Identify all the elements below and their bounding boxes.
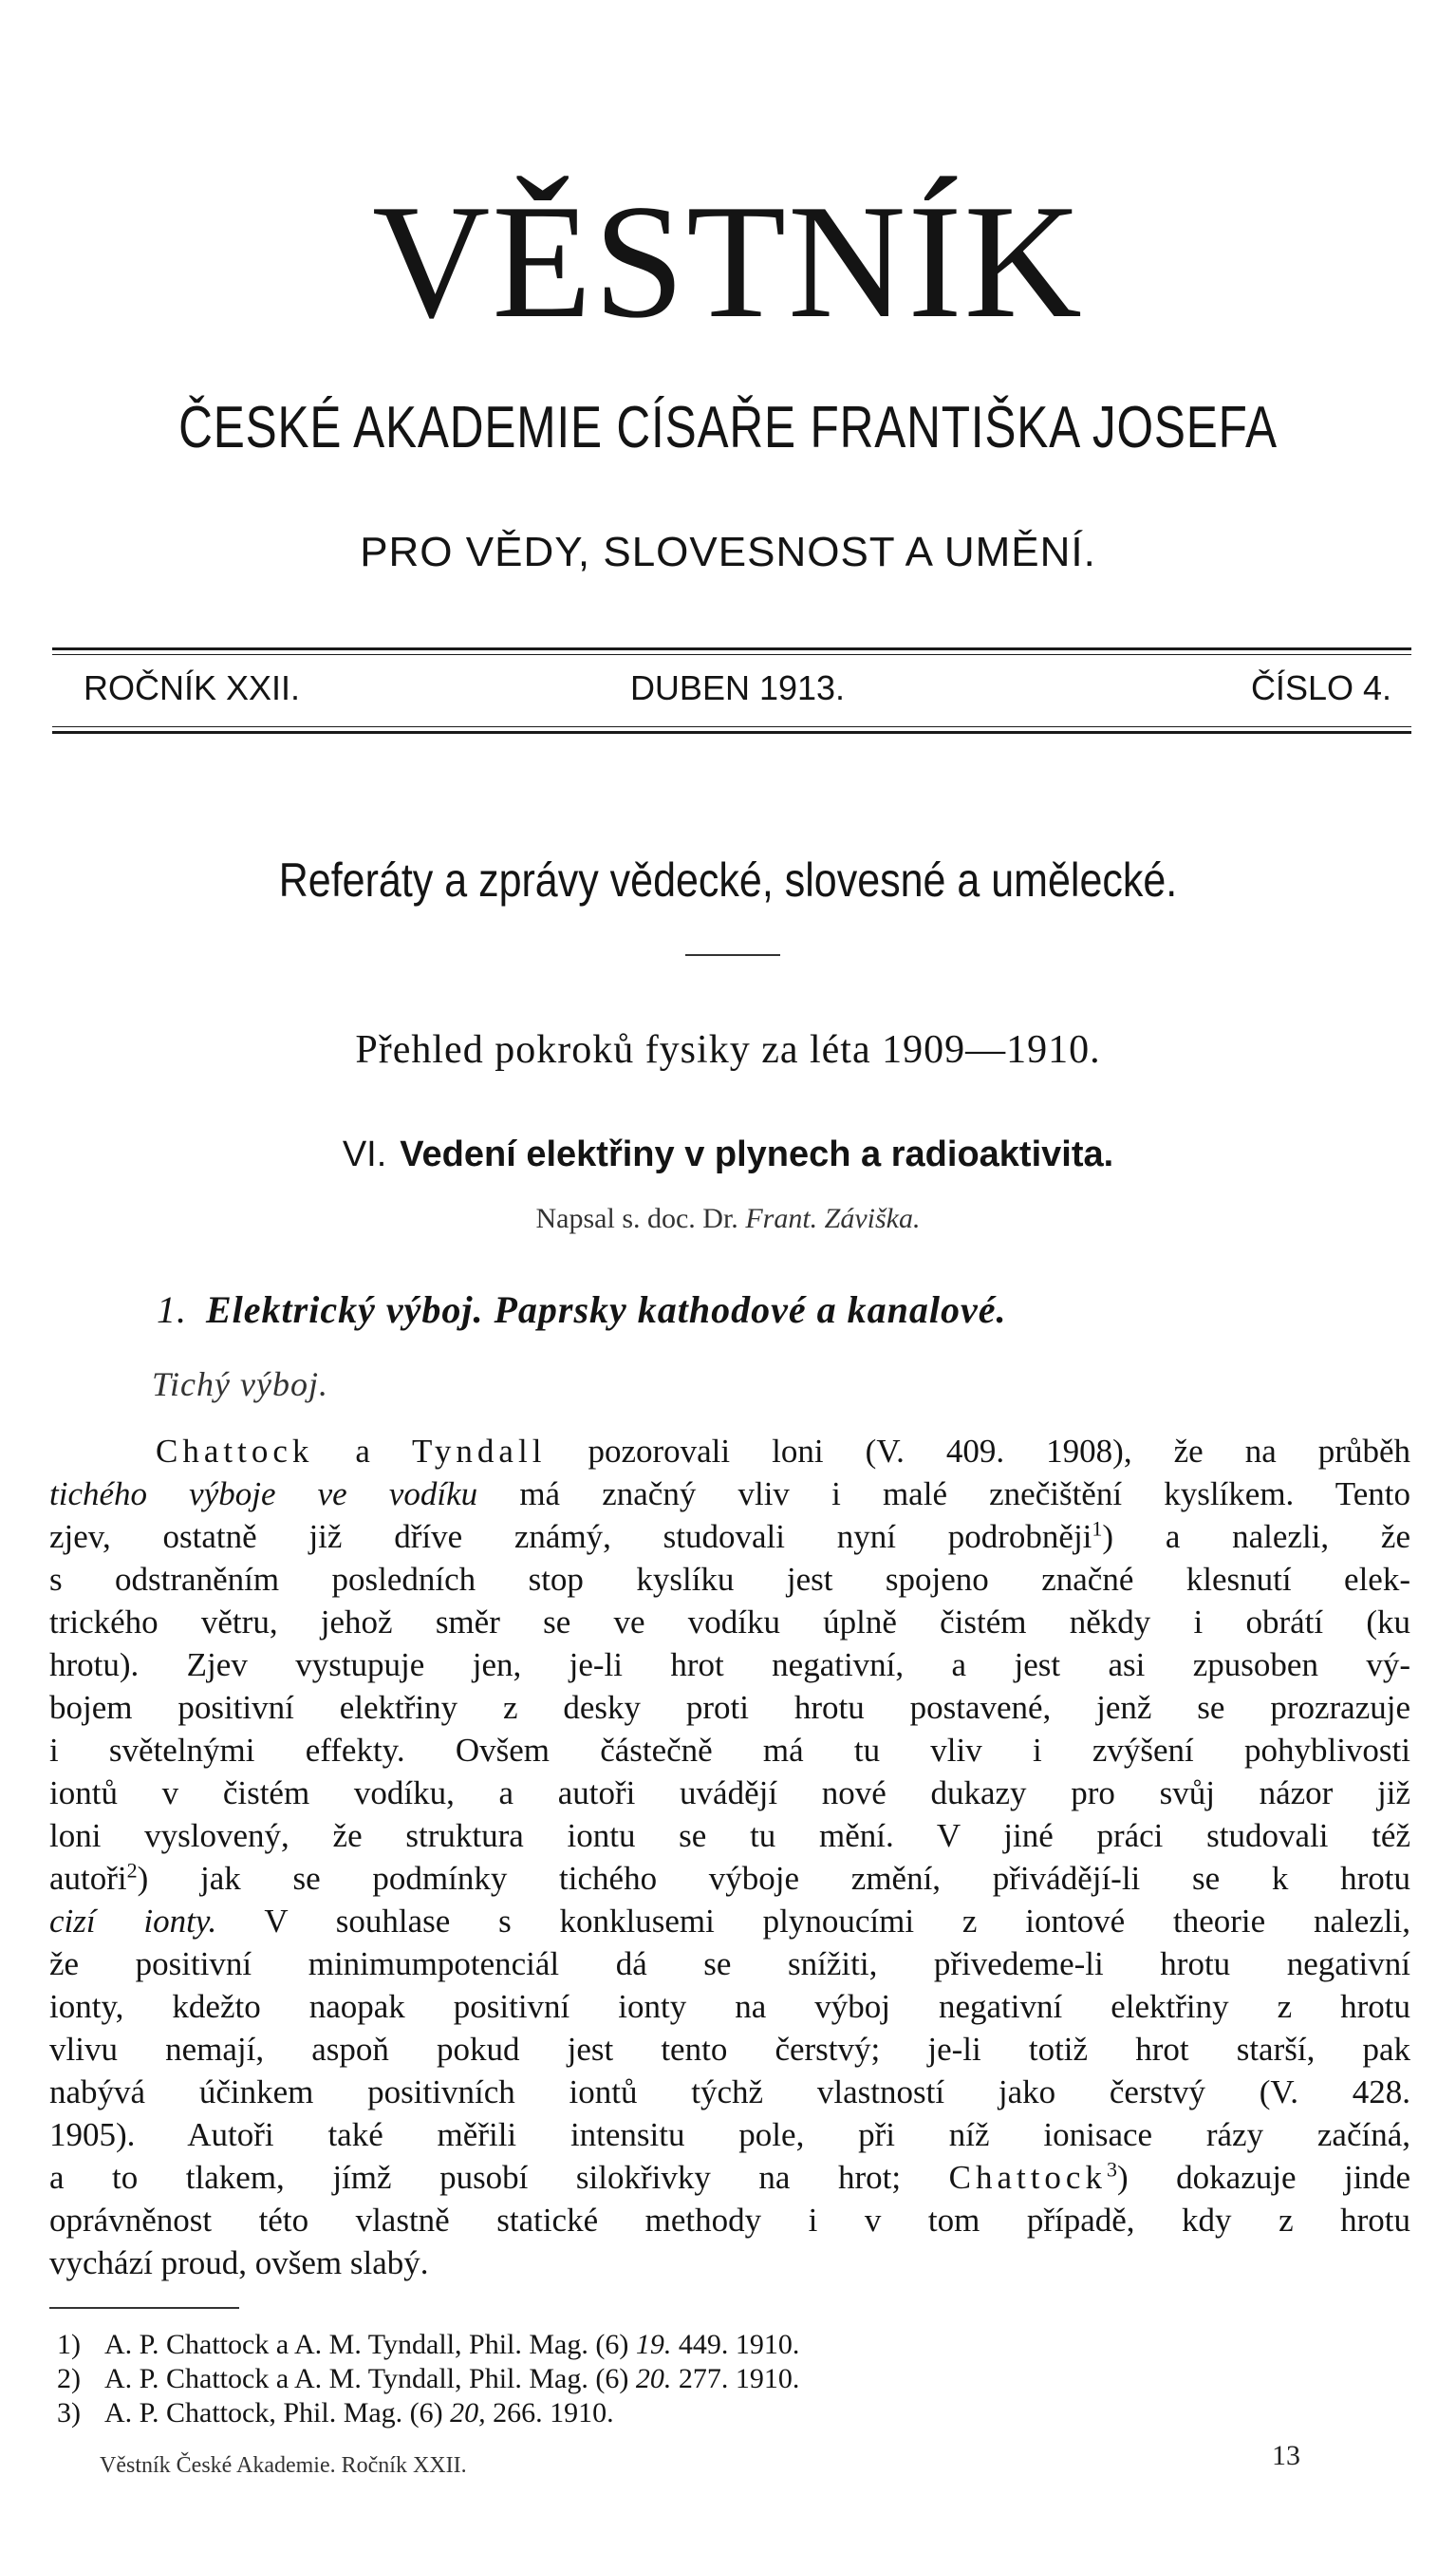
body-line: loni vyslovený, že struktura iontu se tu mění. V jiné práci studovali též [49,1817,1410,1854]
body-line: bojem positivní elektřiny z desky proti hrotu postavené, jenž se prozrazuje [49,1689,1410,1726]
body-line: vychází proud, ovšem slabý. [49,2244,429,2281]
article-body [49,1430,1410,2284]
footnote: 2) A. P. Chattock a A. M. Tyndall, Phil. Mag. (6) 20. 277. 1910. [57,2363,800,2394]
footnote-rule [49,2307,239,2309]
bottom-rule-thick [52,731,1411,734]
journal-title: VĚSTNÍK [372,172,1084,352]
issue-date: DUBEN 1913. [629,668,846,707]
byline-prefix: Napsal s. doc. Dr. [535,1203,738,1234]
issue-number: ČÍSLO 4. [1250,668,1391,707]
footnote-ref: 2 [126,1858,138,1883]
body-line: vlivu nemají, aspoň pokud jest tento čerstvý; je-li totiž hrot starší, pak [49,2031,1410,2068]
footnote: 3) A. P. Chattock, Phil. Mag. (6) 20, 266. 1910. [57,2397,614,2428]
section-title [157,1288,1007,1331]
body-line: ionty, kdežto naopak positivní ionty na výboj negativní elektřiny z hrotu [49,1988,1410,2025]
top-rule-thin [52,654,1411,655]
top-rule-thick [52,647,1411,650]
page-number: 13 [1272,2440,1300,2471]
body-line: Chattock a Tyndall pozorovali loni (V. 409. 1908), že na průběh [156,1433,1410,1470]
issue-info [84,665,1391,712]
chapter-title [0,1136,1456,1172]
body-line: cizí ionty. V souhlase s konklusemi plynoucími z iontové theorie nalezli, [49,1903,1410,1940]
chapter-name: Vedení elektřiny v plynech a radioaktivita. [400,1134,1114,1174]
body-line: hrotu). Zjev vystupuje jen, je-li hrot negativní, a jest asi zpusoben vý- [49,1646,1410,1683]
footnote: 1) A. P. Chattock a A. M. Tyndall, Phil. Mag. (6) 19. 449. 1910. [57,2329,800,2360]
issue-volume: ROČNÍK XXII. [84,668,301,707]
section-name: Elektrický výboj. Paprsky kathodové a kanalové. [206,1288,1007,1331]
section-number: 1. [157,1288,187,1331]
chapter-number: VI. [342,1134,387,1174]
body-line: 1905). Autoři také měřili intensitu pole, při níž ionisace rázy začíná, [49,2116,1410,2153]
section-heading: Referáty a zprávy vědecké, slovesné a umělecké. [278,853,1178,907]
body-line: s odstraněním posledních stop kyslíku jest spojeno značné klesnutí elek- [49,1561,1410,1598]
body-line: i světelnými effekty. Ovšem částečně má tu vliv i zvýšení pohyblivosti [49,1732,1410,1769]
body-line: iontů v čistém vodíku, a autoři uvádějí nové dukazy pro svůj názor již [49,1774,1410,1811]
body-line: že positivní minimumpotenciál dá se snížiti, přivedeme-li hrotu negativní [49,1945,1410,1982]
journal-subtitle-2: PRO VĚDY, SLOVESNOST A UMĚNÍ. [360,529,1096,575]
byline-author: Frant. Záviška. [745,1203,921,1234]
body-line: tichého výboje ve vodíku má značný vliv i malé znečištění kyslíkem. Tento [49,1475,1410,1512]
subsection-title: Tichý výboj. [152,1365,328,1403]
journal-subtitle: ČESKÉ AKADEMIE CÍSAŘE FRANTIŠKA JOSEFA [178,395,1278,460]
byline [0,1205,1456,1233]
body-line: zjev, ostatně již dříve známý, studovali nyní podrobněji$^1$) a nalezli, že [49,1516,1410,1555]
footnote-ref: 3 [1106,2157,1117,2182]
footnote-ref: 1 [1092,1516,1103,1541]
body-line: autoři$^2$) jak se podmínky tichého výboje změní, přivádějí-li se k hrotu [49,1858,1410,1897]
body-line: oprávněnost této vlastně statické methody i v tom případě, kdy z hrotu [49,2202,1410,2239]
body-line: nabývá účinkem positivních iontů týchž vlastností jako čerstvý (V. 428. [49,2073,1410,2110]
section-divider [685,954,780,956]
running-footer: Věstník České Akademie. Ročník XXII. [100,2453,467,2478]
body-line: trického větru, jehož směr se ve vodíku úplně čistém někdy i obrátí (ku [49,1603,1410,1641]
bottom-rule-thin [52,726,1411,727]
body-line: a to tlakem, jímž pusobí silokřivky na hrot; Chattock$^3$) dokazuje jinde [49,2157,1410,2196]
series-title: Přehled pokroků fysiky za léta 1909—1910. [355,1028,1101,1072]
